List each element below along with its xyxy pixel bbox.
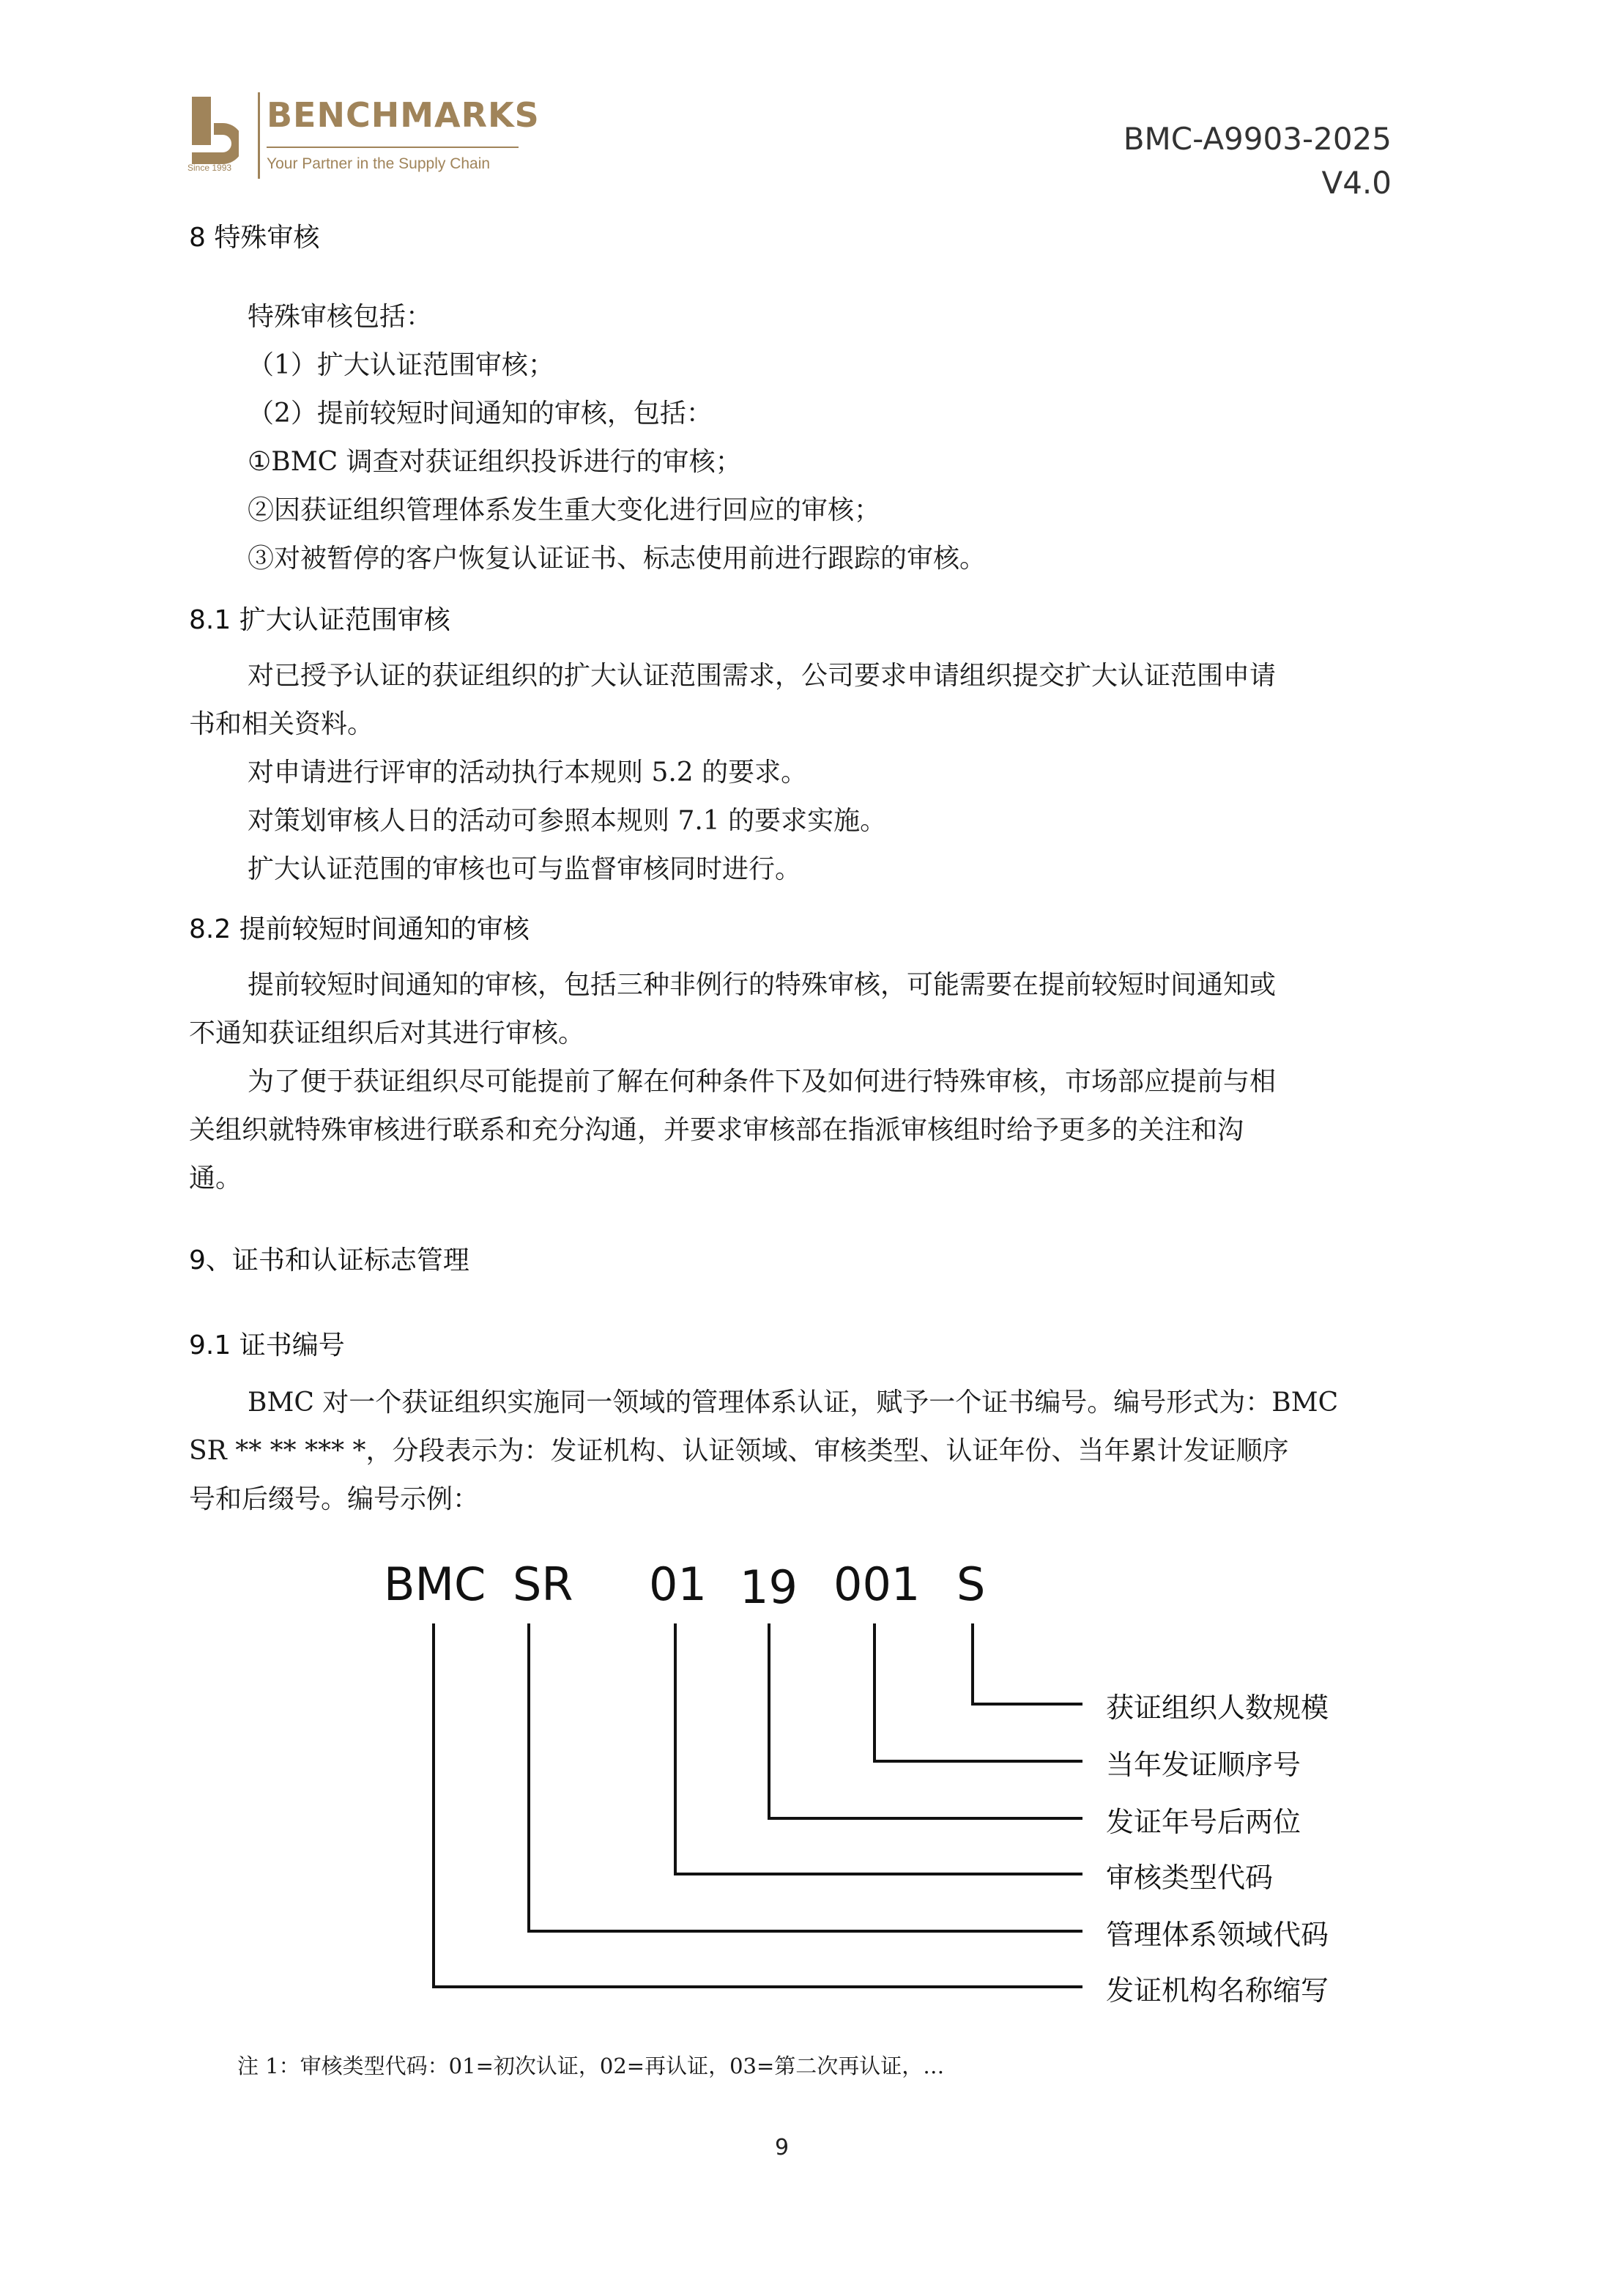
section-8-2-p1-line1: 提前较短时间通知的审核，包括三种非例行的特殊审核，可能需要在提前较短时间通知或 bbox=[248, 970, 1277, 1000]
page-number: 9 bbox=[775, 2135, 790, 2160]
section-8-1-p4: 扩大认证范围的审核也可与监督审核同时进行。 bbox=[248, 854, 802, 884]
label-issuer-abbr: 发证机构名称缩写 bbox=[1106, 1974, 1329, 2007]
section-9-1-p1-line3: 号和后缀号。编号示例： bbox=[189, 1484, 480, 1514]
section-9-1-heading: 9.1 证书编号 bbox=[189, 1330, 345, 1360]
brand-tagline: Your Partner in the Supply Chain bbox=[267, 155, 491, 172]
label-domain-code: 管理体系领域代码 bbox=[1106, 1919, 1329, 1951]
section-8-line-1: 特殊审核包括： bbox=[248, 302, 433, 332]
document-code: BMC-A9903-2025 bbox=[1123, 121, 1392, 157]
label-year: 发证年号后两位 bbox=[1106, 1806, 1301, 1838]
section-8-line-5: ②因获证组织管理体系发生重大变化进行回应的审核； bbox=[248, 495, 881, 525]
brand-since: Since 1993 bbox=[187, 163, 232, 173]
label-org-size: 获证组织人数规模 bbox=[1106, 1692, 1329, 1724]
section-8-1-heading: 8.1 扩大认证范围审核 bbox=[189, 605, 450, 635]
section-8-1-p1-line2: 书和相关资料。 bbox=[189, 709, 374, 739]
section-8-1-p1-line1: 对已授予认证的获证组织的扩大认证范围需求，公司要求申请组织提交扩大认证范围申请 bbox=[248, 661, 1277, 691]
section-8-line-2: （1）扩大认证范围审核； bbox=[248, 350, 554, 380]
label-audit-type: 审核类型代码 bbox=[1106, 1862, 1274, 1894]
code-001: 001 bbox=[833, 1558, 921, 1611]
code-bmc: BMC bbox=[384, 1558, 486, 1611]
section-8-line-4: ①BMC 调查对获证组织投诉进行的审核； bbox=[248, 447, 742, 477]
section-8-heading: 8 特殊审核 bbox=[189, 223, 320, 253]
connector-19 bbox=[769, 1623, 1082, 1818]
label-sequence: 当年发证顺序号 bbox=[1106, 1749, 1301, 1781]
section-8-2-p2-line1: 为了便于获证组织尽可能提前了解在何种条件下及如何进行特殊审核，市场部应提前与相 bbox=[248, 1067, 1277, 1097]
section-8-2-p2-line2: 关组织就特殊审核进行联系和充分沟通，并要求审核部在指派审核组时给予更多的关注和沟 bbox=[189, 1115, 1244, 1145]
section-8-line-6: ③对被暂停的客户恢复认证证书、标志使用前进行跟踪的审核。 bbox=[248, 544, 987, 574]
section-8-2-p1-line2: 不通知获证组织后对其进行审核。 bbox=[189, 1018, 585, 1048]
connector-01 bbox=[675, 1623, 1082, 1874]
section-8-2-p2-line3: 通。 bbox=[189, 1163, 242, 1193]
connector-001 bbox=[874, 1623, 1082, 1761]
document-version: V4.0 bbox=[1321, 165, 1392, 201]
audit-type-note: 注 1：审核类型代码：01=初次认证，02=再认证，03=第二次再认证，… bbox=[237, 2054, 945, 2078]
section-8-2-heading: 8.2 提前较短时间通知的审核 bbox=[189, 914, 530, 944]
code-s: S bbox=[957, 1558, 986, 1611]
brand-name: BENCHMARKS bbox=[267, 95, 540, 135]
section-9-heading: 9、证书和认证标志管理 bbox=[189, 1245, 469, 1275]
code-01: 01 bbox=[649, 1558, 707, 1611]
code-sr: SR bbox=[513, 1558, 573, 1611]
section-8-1-p2: 对申请进行评审的活动执行本规则 5.2 的要求。 bbox=[248, 758, 808, 788]
code-19: 19 bbox=[740, 1560, 798, 1614]
section-8-1-p3: 对策划审核人日的活动可参照本规则 7.1 的要求实施。 bbox=[248, 806, 887, 836]
section-9-1-p1-line1: BMC 对一个获证组织实施同一领域的管理体系认证，赋予一个证书编号。编号形式为：BMC bbox=[248, 1388, 1339, 1418]
connector-s bbox=[973, 1623, 1082, 1704]
section-9-1-p1-line2: SR ** ** *** *，分段表示为：发证机构、认证领域、审核类型、认证年份、当年累计发证顺序 bbox=[189, 1436, 1289, 1466]
section-8-line-3: （2）提前较短时间通知的审核，包括： bbox=[248, 399, 713, 429]
connector-sr bbox=[529, 1623, 1082, 1931]
